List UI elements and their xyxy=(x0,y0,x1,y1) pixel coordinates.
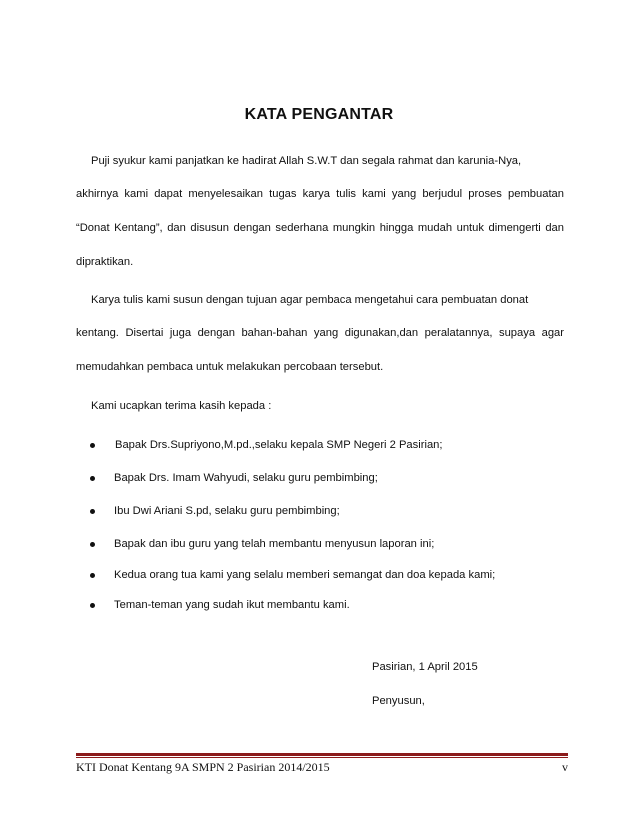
list-item-text: Bapak Drs.Supriyono,M.pd.,selaku kepala SMP Negeri 2 Pasirian; xyxy=(115,439,443,451)
bullet-icon xyxy=(90,476,95,481)
footer-divider xyxy=(76,753,568,756)
paragraph1-line4: dipraktikan. xyxy=(76,256,134,268)
list-item-text: Bapak dan ibu guru yang telah membantu menyusun laporan ini; xyxy=(114,538,435,550)
bullet-icon xyxy=(90,573,95,578)
bullet-icon xyxy=(90,603,95,608)
footer-text: KTI Donat Kentang 9A SMPN 2 Pasirian 2014/2015 xyxy=(76,760,330,774)
list-item-text: Kedua orang tua kami yang selalu memberi semangat dan doa kepada kami; xyxy=(114,569,496,581)
paragraph2-line1: Karya tulis kami susun dengan tujuan agar pembaca mengetahui cara pembuatan donat xyxy=(91,294,529,306)
list-item-text: Ibu Dwi Ariani S.pd, selaku guru pembimbing; xyxy=(114,505,340,517)
paragraph2-line3: memudahkan pembaca untuk melakukan percobaan tersebut. xyxy=(76,361,384,373)
bullet-icon xyxy=(90,509,95,514)
paragraph1-line3: “Donat Kentang”, dan disusun dengan sederhana mungkin hingga mudah untuk dimengerti dan xyxy=(76,222,564,234)
paragraph1-line1: Puji syukur kami panjatkan ke hadirat Allah S.W.T dan segala rahmat dan karunia-Nya, xyxy=(91,155,522,167)
page-title: KATA PENGANTAR xyxy=(244,106,394,123)
list-item-text: Bapak Drs. Imam Wahyudi, selaku guru pembimbing; xyxy=(114,472,378,484)
paragraph2-line2: kentang. Disertai juga dengan bahan-bahan yang digunakan,dan peralatannya, supaya agar xyxy=(76,327,564,339)
signature-author: Penyusun, xyxy=(372,695,425,707)
page-number: v xyxy=(562,760,568,774)
list-item-text: Teman-teman yang sudah ikut membantu kami. xyxy=(114,599,350,611)
footer-divider-thin xyxy=(76,757,568,758)
bullet-icon xyxy=(90,542,95,547)
paragraph1-line2: akhirnya kami dapat menyelesaikan tugas karya tulis kami yang berjudul proses pembuatan xyxy=(76,188,564,200)
thanks-intro: Kami ucapkan terima kasih kepada : xyxy=(91,400,272,412)
signature-place-date: Pasirian, 1 April 2015 xyxy=(372,661,478,673)
bullet-icon xyxy=(90,443,95,448)
